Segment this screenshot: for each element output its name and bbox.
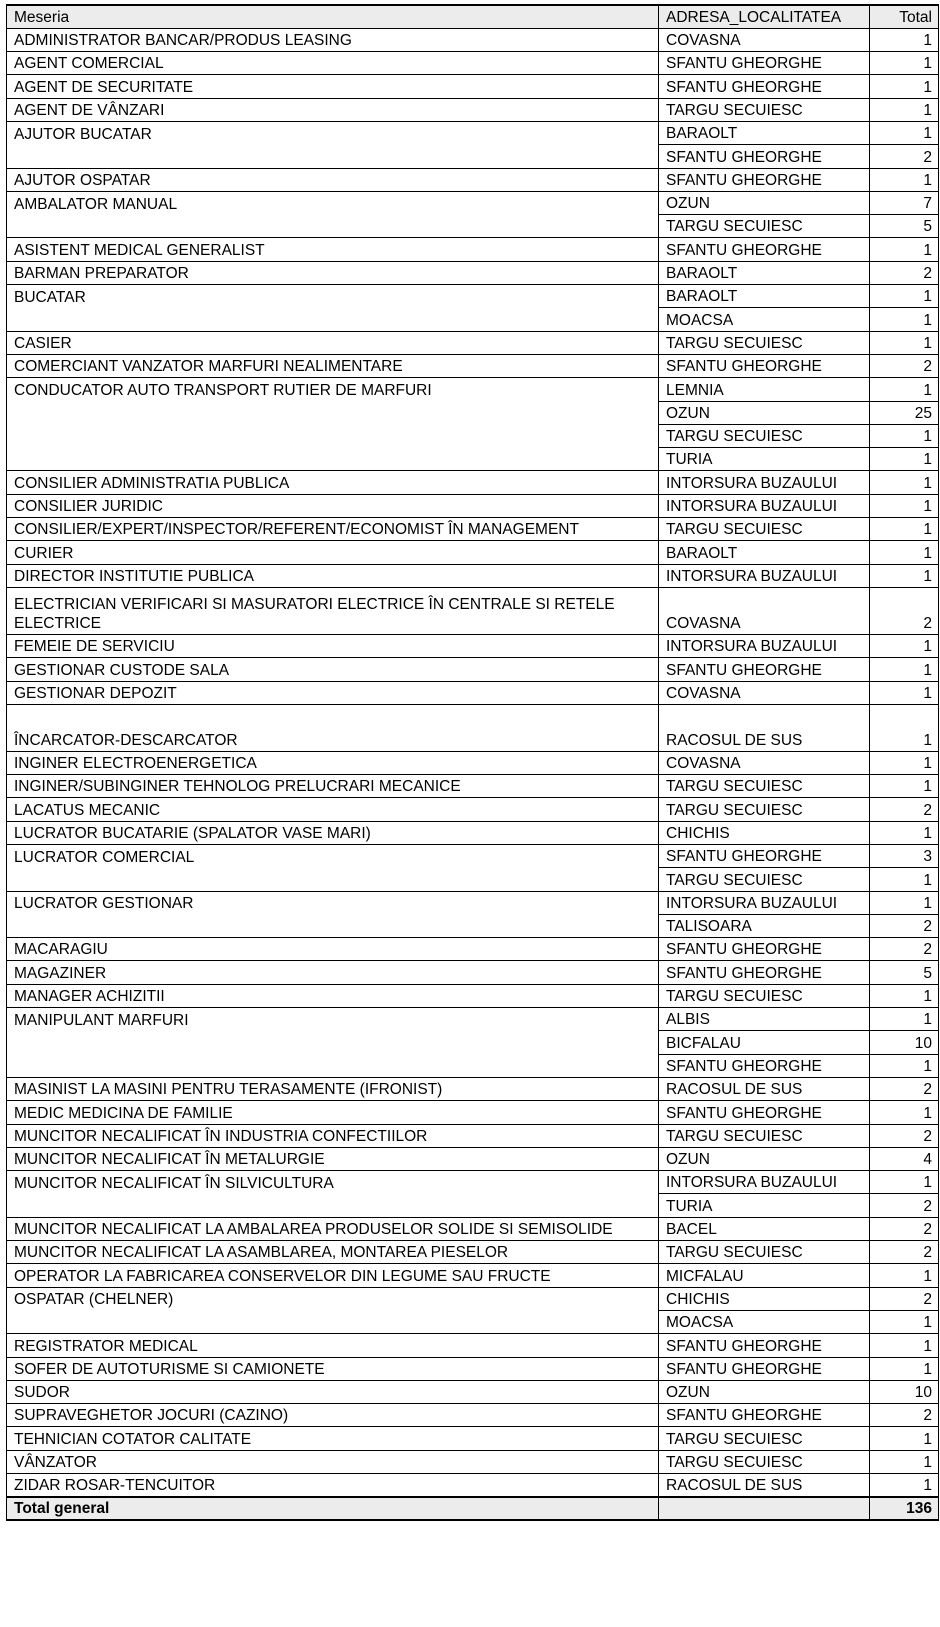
location-cell: TARGU SECUIESC [659, 1241, 870, 1264]
total-cell: 1 [870, 634, 939, 657]
table-row [7, 1264, 939, 1287]
location-cell: BACEL [659, 1217, 870, 1240]
total-cell: 1 [870, 424, 939, 447]
job-cell: MUNCITOR NECALIFICAT LA ASAMBLAREA, MONTAREA PIESELOR [7, 1241, 659, 1264]
location-cell: COVASNA [659, 681, 870, 704]
location-cell: SFANTU GHEORGHE [659, 938, 870, 961]
total-cell: 1 [870, 331, 939, 354]
location-cell: OZUN [659, 1380, 870, 1403]
location-cell: INTORSURA BUZAULUI [659, 564, 870, 587]
table-row [7, 704, 939, 751]
table-row [7, 1101, 939, 1124]
job-cell: CASIER [7, 331, 659, 354]
table-row [7, 1054, 939, 1077]
job-cell: CONSILIER JURIDIC [7, 494, 659, 517]
job-cell: ADMINISTRATOR BANCAR/PRODUS LEASING [7, 28, 659, 51]
table-row [7, 1147, 939, 1170]
total-cell: 1 [870, 541, 939, 564]
location-cell: SFANTU GHEORGHE [659, 238, 870, 261]
total-cell: 1 [870, 1310, 939, 1333]
job-cell: CURIER [7, 541, 659, 564]
total-cell: 2 [870, 261, 939, 284]
job-cell: TEHNICIAN COTATOR CALITATE [7, 1427, 659, 1450]
total-cell: 1 [870, 1054, 939, 1077]
table-row [7, 1077, 939, 1100]
job-cell: VÂNZATOR [7, 1450, 659, 1473]
total-cell: 1 [870, 1264, 939, 1287]
location-cell: INTORSURA BUZAULUI [659, 471, 870, 494]
total-cell: 1 [870, 1008, 939, 1031]
location-cell: TARGU SECUIESC [659, 424, 870, 447]
table-row [7, 424, 939, 447]
total-cell: 1 [870, 775, 939, 798]
total-cell: 2 [870, 1404, 939, 1427]
job-cell: CONSILIER/EXPERT/INSPECTOR/REFERENT/ECONOMIST ÎN MANAGEMENT [7, 518, 659, 541]
location-cell: SFANTU GHEORGHE [659, 145, 870, 168]
job-cell: SOFER DE AUTOTURISME SI CAMIONETE [7, 1357, 659, 1380]
table-row [7, 634, 939, 657]
location-cell: BICFALAU [659, 1031, 870, 1054]
table-row [7, 261, 939, 284]
table-row [7, 845, 939, 868]
total-cell: 1 [870, 751, 939, 774]
total-cell: 1 [870, 1450, 939, 1473]
job-cell: CONDUCATOR AUTO TRANSPORT RUTIER DE MARFURI [7, 378, 659, 401]
location-cell: CHICHIS [659, 821, 870, 844]
location-cell: TARGU SECUIESC [659, 1124, 870, 1147]
location-cell: SFANTU GHEORGHE [659, 658, 870, 681]
location-cell: TARGU SECUIESC [659, 798, 870, 821]
location-cell: SFANTU GHEORGHE [659, 1357, 870, 1380]
table-row [7, 541, 939, 564]
total-cell: 1 [870, 1171, 939, 1194]
table-row [7, 1310, 939, 1333]
table-row [7, 354, 939, 377]
total-cell: 1 [870, 891, 939, 914]
location-cell: SFANTU GHEORGHE [659, 845, 870, 868]
job-cell: ASISTENT MEDICAL GENERALIST [7, 238, 659, 261]
table-row [7, 1380, 939, 1403]
table-row [7, 564, 939, 587]
total-cell: 1 [870, 75, 939, 98]
table-row [7, 961, 939, 984]
table-row [7, 1427, 939, 1450]
location-cell: COVASNA [659, 28, 870, 51]
total-cell: 4 [870, 1147, 939, 1170]
table-row [7, 494, 939, 517]
job-cell: MUNCITOR NECALIFICAT ÎN SILVICULTURA [7, 1171, 659, 1194]
total-cell: 1 [870, 28, 939, 51]
total-cell: 2 [870, 1287, 939, 1310]
job-cell: SUDOR [7, 1380, 659, 1403]
total-cell: 5 [870, 961, 939, 984]
table-row [7, 681, 939, 704]
table-row [7, 984, 939, 1007]
total-cell: 25 [870, 401, 939, 424]
location-cell: MOACSA [659, 1310, 870, 1333]
jobs-table [6, 4, 939, 1521]
job-cell: BARMAN PREPARATOR [7, 261, 659, 284]
location-cell: ALBIS [659, 1008, 870, 1031]
total-cell: 1 [870, 448, 939, 471]
location-cell: OZUN [659, 191, 870, 214]
table-row [7, 378, 939, 401]
total-cell: 1 [870, 704, 939, 751]
location-cell: BARAOLT [659, 261, 870, 284]
job-cell: AMBALATOR MANUAL [7, 191, 659, 214]
job-cell: OPERATOR LA FABRICAREA CONSERVELOR DIN LEGUME SAU FRUCTE [7, 1264, 659, 1287]
table-row [7, 308, 939, 331]
job-cell: LACATUS MECANIC [7, 798, 659, 821]
total-cell: 1 [870, 494, 939, 517]
total-cell: 10 [870, 1380, 939, 1403]
total-cell: 2 [870, 145, 939, 168]
location-cell: CHICHIS [659, 1287, 870, 1310]
total-cell: 1 [870, 1474, 939, 1497]
job-cell: SUPRAVEGHETOR JOCURI (CAZINO) [7, 1404, 659, 1427]
table-row [7, 938, 939, 961]
job-cell: GESTIONAR CUSTODE SALA [7, 658, 659, 681]
location-cell: TARGU SECUIESC [659, 1427, 870, 1450]
table-row [7, 98, 939, 121]
table-row [7, 891, 939, 914]
total-cell: 1 [870, 121, 939, 144]
job-cell: FEMEIE DE SERVICIU [7, 634, 659, 657]
location-cell: TARGU SECUIESC [659, 331, 870, 354]
job-cell [7, 914, 659, 937]
location-cell: MOACSA [659, 308, 870, 331]
location-cell: BARAOLT [659, 121, 870, 144]
location-cell: COVASNA [659, 587, 870, 634]
table-row [7, 1334, 939, 1357]
location-cell: RACOSUL DE SUS [659, 704, 870, 751]
job-cell: MANIPULANT MARFURI [7, 1008, 659, 1031]
job-cell [7, 401, 659, 424]
total-cell: 1 [870, 238, 939, 261]
table-row [7, 285, 939, 308]
job-cell: AJUTOR OSPATAR [7, 168, 659, 191]
table-row [7, 518, 939, 541]
location-cell: TARGU SECUIESC [659, 98, 870, 121]
table-row [7, 471, 939, 494]
job-cell: MEDIC MEDICINA DE FAMILIE [7, 1101, 659, 1124]
table-row [7, 868, 939, 891]
location-cell: SFANTU GHEORGHE [659, 1054, 870, 1077]
location-cell: INTORSURA BUZAULUI [659, 1171, 870, 1194]
total-cell: 1 [870, 1357, 939, 1380]
table-row [7, 448, 939, 471]
job-cell: MANAGER ACHIZITII [7, 984, 659, 1007]
total-cell: 2 [870, 1241, 939, 1264]
total-cell: 1 [870, 518, 939, 541]
job-cell [7, 868, 659, 891]
table-row [7, 587, 939, 634]
header-total: Total [870, 5, 939, 28]
job-cell: ÎNCARCATOR-DESCARCATOR [7, 704, 659, 751]
job-cell: MASINIST LA MASINI PENTRU TERASAMENTE (IFRONIST) [7, 1077, 659, 1100]
job-cell: LUCRATOR BUCATARIE (SPALATOR VASE MARI) [7, 821, 659, 844]
location-cell: TARGU SECUIESC [659, 868, 870, 891]
location-cell: SFANTU GHEORGHE [659, 1404, 870, 1427]
job-cell: MUNCITOR NECALIFICAT LA AMBALAREA PRODUSELOR SOLIDE SI SEMISOLIDE [7, 1217, 659, 1240]
table-row [7, 1217, 939, 1240]
total-general-empty [659, 1497, 870, 1520]
table-row [7, 821, 939, 844]
job-cell [7, 1194, 659, 1217]
job-cell [7, 145, 659, 168]
location-cell: LEMNIA [659, 378, 870, 401]
total-cell: 1 [870, 658, 939, 681]
location-cell: TURIA [659, 1194, 870, 1217]
table-row [7, 168, 939, 191]
total-general-label: Total general [7, 1497, 659, 1520]
table-row [7, 401, 939, 424]
table-row [7, 914, 939, 937]
total-cell: 1 [870, 681, 939, 704]
table-row [7, 775, 939, 798]
job-cell: GESTIONAR DEPOZIT [7, 681, 659, 704]
job-cell [7, 1031, 659, 1054]
location-cell: COVASNA [659, 751, 870, 774]
location-cell: OZUN [659, 1147, 870, 1170]
job-cell: MACARAGIU [7, 938, 659, 961]
job-cell [7, 1310, 659, 1333]
table-row [7, 1008, 939, 1031]
total-cell: 1 [870, 285, 939, 308]
location-cell: SFANTU GHEORGHE [659, 168, 870, 191]
location-cell: TARGU SECUIESC [659, 775, 870, 798]
job-cell [7, 424, 659, 447]
table-row [7, 331, 939, 354]
location-cell: OZUN [659, 401, 870, 424]
table-row [7, 191, 939, 214]
table-row [7, 75, 939, 98]
location-cell: TARGU SECUIESC [659, 215, 870, 238]
total-cell: 1 [870, 821, 939, 844]
job-cell: AJUTOR BUCATAR [7, 121, 659, 144]
job-cell [7, 1054, 659, 1077]
table-row [7, 1357, 939, 1380]
job-cell: REGISTRATOR MEDICAL [7, 1334, 659, 1357]
total-cell: 2 [870, 587, 939, 634]
location-cell: SFANTU GHEORGHE [659, 52, 870, 75]
total-cell: 2 [870, 938, 939, 961]
table-row [7, 28, 939, 51]
total-cell: 1 [870, 1334, 939, 1357]
location-cell: TURIA [659, 448, 870, 471]
total-cell: 3 [870, 845, 939, 868]
header-localitatea: ADRESA_LOCALITATEA [659, 5, 870, 28]
job-cell: MUNCITOR NECALIFICAT ÎN METALURGIE [7, 1147, 659, 1170]
job-cell: BUCATAR [7, 285, 659, 308]
job-cell: INGINER ELECTROENERGETICA [7, 751, 659, 774]
location-cell: INTORSURA BUZAULUI [659, 891, 870, 914]
job-cell: LUCRATOR GESTIONAR [7, 891, 659, 914]
job-cell: ELECTRICIAN VERIFICARI SI MASURATORI ELECTRICE ÎN CENTRALE SI RETELE ELECTRICE [7, 587, 659, 634]
total-cell: 1 [870, 52, 939, 75]
total-cell: 1 [870, 868, 939, 891]
total-cell: 2 [870, 914, 939, 937]
table-row [7, 215, 939, 238]
total-general-row [7, 1497, 939, 1520]
job-cell: COMERCIANT VANZATOR MARFURI NEALIMENTARE [7, 354, 659, 377]
location-cell: INTORSURA BUZAULUI [659, 634, 870, 657]
job-cell: AGENT COMERCIAL [7, 52, 659, 75]
total-cell: 1 [870, 984, 939, 1007]
job-cell: LUCRATOR COMERCIAL [7, 845, 659, 868]
job-cell: AGENT DE SECURITATE [7, 75, 659, 98]
total-cell: 1 [870, 471, 939, 494]
table-row [7, 751, 939, 774]
total-cell: 1 [870, 564, 939, 587]
location-cell: TARGU SECUIESC [659, 518, 870, 541]
table-row [7, 52, 939, 75]
job-cell [7, 448, 659, 471]
total-cell: 10 [870, 1031, 939, 1054]
total-cell: 1 [870, 308, 939, 331]
job-cell: CONSILIER ADMINISTRATIA PUBLICA [7, 471, 659, 494]
job-cell: AGENT DE VÂNZARI [7, 98, 659, 121]
job-cell: MUNCITOR NECALIFICAT ÎN INDUSTRIA CONFECTIILOR [7, 1124, 659, 1147]
location-cell: RACOSUL DE SUS [659, 1077, 870, 1100]
table-row [7, 238, 939, 261]
location-cell: SFANTU GHEORGHE [659, 354, 870, 377]
job-cell: ZIDAR ROSAR-TENCUITOR [7, 1474, 659, 1497]
location-cell: TALISOARA [659, 914, 870, 937]
job-cell: INGINER/SUBINGINER TEHNOLOG PRELUCRARI MECANICE [7, 775, 659, 798]
total-cell: 2 [870, 798, 939, 821]
table-row [7, 1171, 939, 1194]
job-cell [7, 215, 659, 238]
jobs-table-body [7, 5, 939, 1520]
total-cell: 7 [870, 191, 939, 214]
total-cell: 1 [870, 1427, 939, 1450]
location-cell: BARAOLT [659, 541, 870, 564]
location-cell: BARAOLT [659, 285, 870, 308]
location-cell: SFANTU GHEORGHE [659, 1334, 870, 1357]
table-row [7, 1404, 939, 1427]
header-meseria: Meseria [7, 5, 659, 28]
total-general-value: 136 [870, 1497, 939, 1520]
location-cell: SFANTU GHEORGHE [659, 75, 870, 98]
table-row [7, 1031, 939, 1054]
table-row [7, 1124, 939, 1147]
location-cell: TARGU SECUIESC [659, 1450, 870, 1473]
table-row [7, 1450, 939, 1473]
total-cell: 2 [870, 1217, 939, 1240]
job-cell [7, 308, 659, 331]
total-cell: 2 [870, 354, 939, 377]
job-cell: DIRECTOR INSTITUTIE PUBLICA [7, 564, 659, 587]
total-cell: 1 [870, 378, 939, 401]
location-cell: SFANTU GHEORGHE [659, 961, 870, 984]
location-cell: SFANTU GHEORGHE [659, 1101, 870, 1124]
job-cell: OSPATAR (CHELNER) [7, 1287, 659, 1310]
table-row [7, 1287, 939, 1310]
total-cell: 1 [870, 168, 939, 191]
table-row [7, 1474, 939, 1497]
location-cell: MICFALAU [659, 1264, 870, 1287]
table-row [7, 121, 939, 144]
total-cell: 1 [870, 1101, 939, 1124]
location-cell: INTORSURA BUZAULUI [659, 494, 870, 517]
location-cell: TARGU SECUIESC [659, 984, 870, 1007]
table-row [7, 1241, 939, 1264]
job-cell: MAGAZINER [7, 961, 659, 984]
total-cell: 2 [870, 1077, 939, 1100]
total-cell: 1 [870, 98, 939, 121]
table-row [7, 798, 939, 821]
total-cell: 5 [870, 215, 939, 238]
table-row [7, 658, 939, 681]
location-cell: RACOSUL DE SUS [659, 1474, 870, 1497]
header-row [7, 5, 939, 28]
total-cell: 2 [870, 1124, 939, 1147]
table-row [7, 145, 939, 168]
table-row [7, 1194, 939, 1217]
total-cell: 2 [870, 1194, 939, 1217]
